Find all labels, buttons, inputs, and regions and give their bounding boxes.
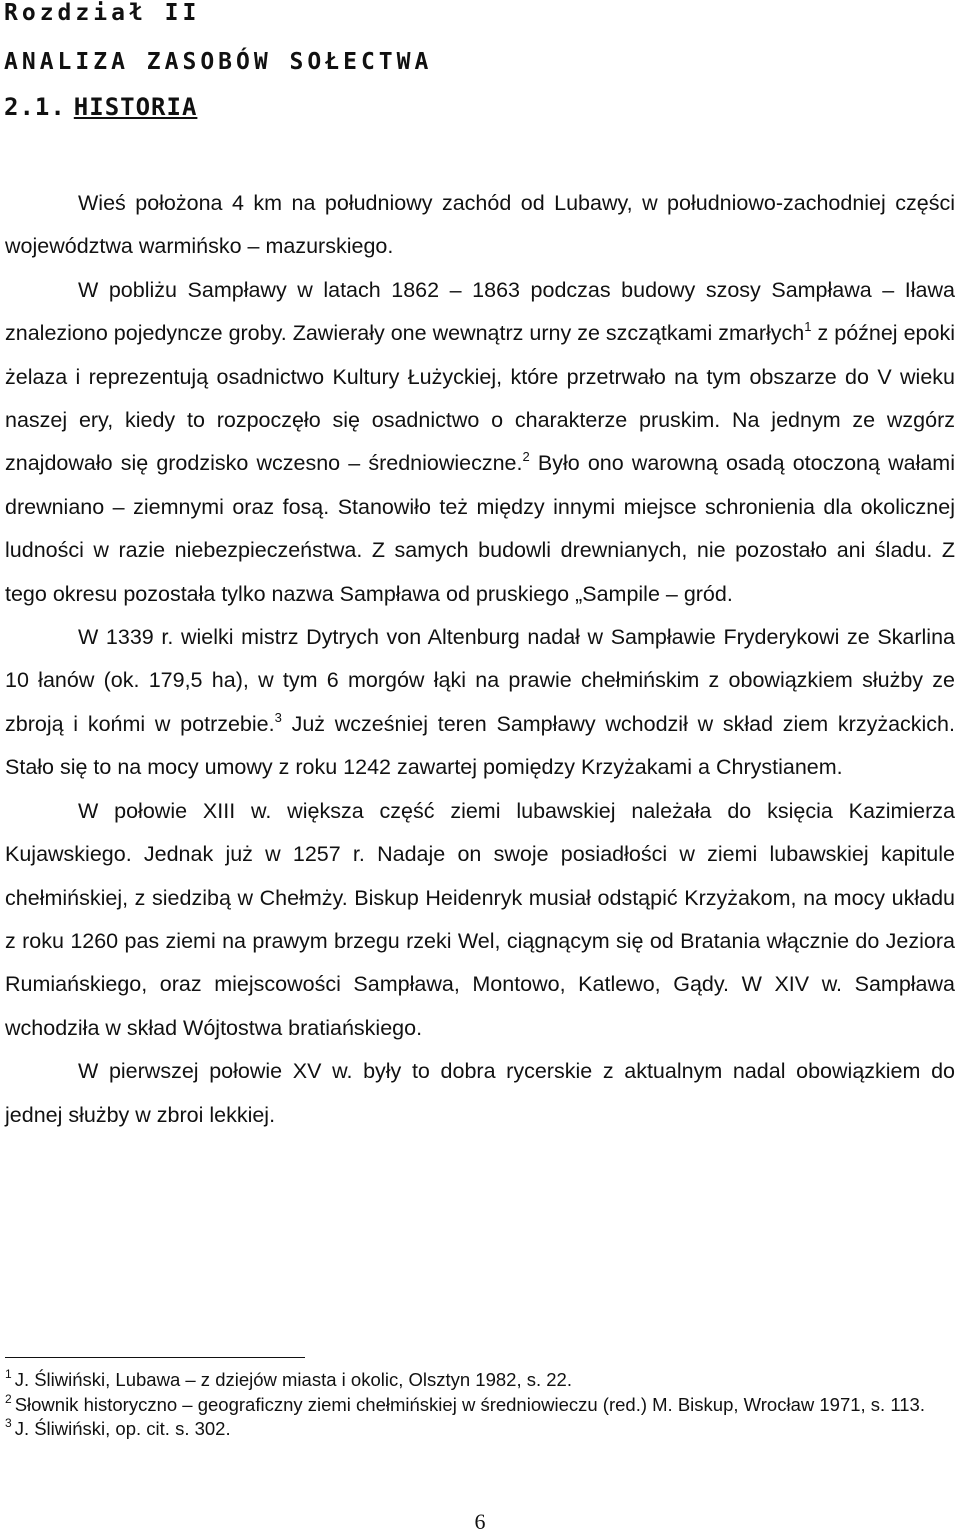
footnote-1 — [5, 1368, 955, 1393]
chapter-title: Rozdział II — [4, 0, 201, 26]
footnote-3 — [5, 1417, 955, 1442]
body-text — [5, 182, 955, 1137]
paragraph-5: W pierwszej połowie XV w. były to dobra rycerskie z aktualnym nadal obowiązkiem do jednej służby w zbroi lekkiej. — [5, 1059, 955, 1127]
paragraph-3-part-b: Już wcześniej teren Sampławy wchodził w skład ziem krzyżackich. Stało się to na mocy umowy z roku 1242 zawartej pomiędzy Krzyżakami a Chrystianem. — [5, 711, 955, 780]
footnote-ref-2[interactable]: 2 — [522, 449, 530, 465]
section-title: HISTORIA — [73, 93, 198, 121]
footnote-text: J. Śliwiński, Lubawa – z dziejów miasta i okolic, Olsztyn 1982, s. 22. — [14, 1369, 572, 1390]
paragraph-3 — [5, 616, 955, 790]
footnote-ref-1[interactable]: 1 — [804, 319, 812, 335]
page-number: 6 — [474, 1509, 486, 1534]
chapter-subtitle: ANALIZA ZASOBÓW SOŁECTWA — [4, 49, 433, 75]
footnote-text: J. Śliwiński, op. cit. s. 302. — [14, 1418, 231, 1439]
paragraph-2-part-b: z późnej epoki żelaza i reprezentują osadnictwo Kultury Łużyckiej, które przetrwało na tym obszarze do V wieku naszej ery, kiedy to rozpoczęło się osadnictwo o charakterze pruskim. Na jednym ze wzgórz znajdowało się grodzisko wczesno – średniowieczne. — [5, 321, 955, 476]
footnote-ref-3[interactable]: 3 — [274, 709, 282, 725]
paragraph-4: W połowie XIII w. większa część ziemi lubawskiej należała do księcia Kazimierza Kujawskiego. Jednak już w 1257 r. Nadaje on swoje posiadłości w ziemi lubawskiej kapitule chełmińskiej, z siedzibą w Chełmży. Biskup Heidenryk musiał odstąpić Krzyżakom, na mocy układu z roku 1260 pas ziemi na prawym brzegu rzeki Wel, ciągnącym się od Bratania włącznie do Jeziora Rumiańskiego, oraz miejscowości Sampława, Montowo, Katlewo, Gądy. W XIV w. Sampława wchodziła w skład Wójtostwa bratiańskiego. — [5, 798, 955, 1040]
paragraph-2-part-c: Było ono warowną osadą otoczoną wałami drewniano – ziemnymi oraz fosą. Stanowiło też między innymi miejsce schronienia dla okolicznej ludności w razie niebezpieczeństwa. Z samych budowli drewnianych, nie pozostało ani śladu. Z tego okresu pozostała tylko nazwa Sampława od pruskiego „Sampile – gród. — [5, 451, 955, 606]
section-heading — [4, 93, 197, 121]
section-number: 2.1. — [4, 93, 66, 121]
footnote-number: 3 — [5, 1416, 12, 1430]
footnote-number: 2 — [5, 1391, 12, 1406]
paragraph-3-part-a: W 1339 r. wielki mistrz Dytrych von Altenburg nadał w Sampławie Fryderykowi ze Skarlina 10 łanów (ok. 179,5 ha), w tym 6 morgów łąki na prawie chełmińskim z obowiązkiem służby ze zbroją i końmi w potrzebie. — [5, 625, 955, 736]
paragraph-2 — [5, 269, 955, 616]
footnotes — [5, 1368, 955, 1442]
paragraph-2-part-a: W pobliżu Sampławy w latach 1862 – 1863 podczas budowy szosy Sampława – Iława znaleziono pojedyncze groby. Zawierały one wewnątrz urny ze szczątkami zmarłych — [5, 277, 955, 346]
footnote-separator — [5, 1357, 305, 1358]
footnote-2 — [5, 1393, 955, 1418]
footnote-text: Słownik historyczno – geograficzny ziemi chełmińskiej w średniowieczu (red.) M. Biskup, Wrocław 1971, s. 113. — [14, 1393, 925, 1415]
paragraph-1: Wieś położona 4 km na południowy zachód od Lubawy, w południowo-zachodniej części województwa warmińsko – mazurskiego. — [5, 191, 955, 259]
footnote-number: 1 — [5, 1367, 12, 1381]
